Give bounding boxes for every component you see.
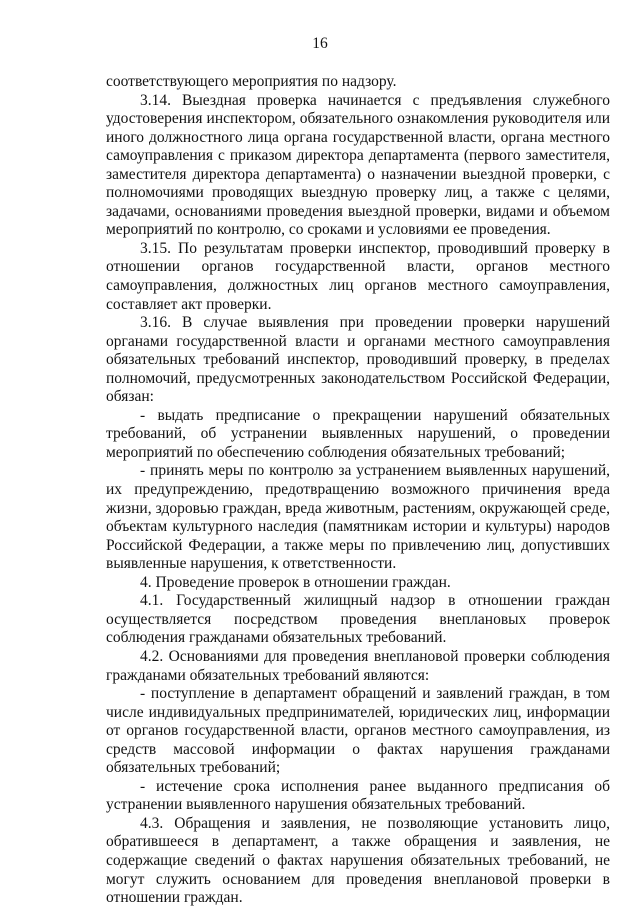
paragraph-4-1: 4.1. Государственный жилищный надзор в отношении граждан осуществляется посредством проведения внеплановых проверок соблюдения гражданами обязательных требований. (106, 592, 610, 647)
list-item-issue-order: - выдать предписание о прекращении нарушений обязательных требований, об устранении выявленных нарушений, о проведении мероприятий по обеспечению соблюдения обязательных требований; (106, 406, 610, 461)
paragraph-3-14: 3.14. Выездная проверка начинается с предъявления служебного удостоверения инспектором, обязательного ознакомления руководителя или иного должностного лица органа государственной власти, органа местного самоуправления с приказом директора департамента (первого заместителя, заместителя директора департамента) о назначении выездной проверки, с полномочиями проводящих выездную проверку лиц, а также с целями, задачами, основаниями проведения выездной проверки, видами и объемом мероприятий по контролю, со сроками и условиями ее проведения. (106, 91, 610, 239)
paragraph-3-16: 3.16. В случае выявления при проведении проверки нарушений органами государственной власти и органами местного самоуправления обязательных требований инспектор, проводивший проверку, в пределах полномочий, предусмотренных законодательством Российской Федерации, обязан: (106, 314, 610, 406)
paragraph-4-2: 4.2. Основаниями для проведения внеплановой проверки соблюдения гражданами обязательных требований являются: (106, 647, 610, 684)
list-item-take-measures: - принять меры по контролю за устранением выявленных нарушений, их предупреждению, предотвращению возможного причинения вреда жизни, здоровью граждан, вреда животным, растениям, окружающей среде, объектам культурного наследия (памятникам истории и культуры) народов Российской Федерации, а также меры по привлечению лиц, допустивших выявленные нарушения, к ответственности. (106, 462, 610, 573)
page-number: 16 (312, 35, 328, 52)
section-heading-4: 4. Проведение проверок в отношении граждан. (140, 573, 451, 591)
paragraph-continuation: соответствующего мероприятия по надзору. (106, 73, 397, 90)
paragraph-3-15: 3.15. По результатам проверки инспектор, проводивший проверку в отношении органов государственной власти, органов местного самоуправления, должностных лиц органов местного самоуправления, составляет акт проверки. (106, 239, 610, 313)
list-item-receipt-of-appeals: - поступление в департамент обращений и заявлений граждан, в том числе индивидуальных предпринимателей, юридических лиц, информации от органов государственной власти, органов местного самоуправления, из средств массовой информации о фактах нарушения гражданами обязательных требований; (106, 685, 610, 777)
document-body (106, 73, 610, 908)
paragraph-4-3: 4.3. Обращения и заявления, не позволяющие установить лицо, обратившееся в департамент, а также обращения и заявления, не содержащие сведений о фактах нарушения обязательных требований, не могут служить основанием для проведения внеплановой проверки в отношении граждан. (106, 814, 610, 907)
list-item-deadline-expiry: - истечение срока исполнения ранее выданного предписания об устранении выявленного нарушения обязательных требований. (106, 777, 610, 814)
